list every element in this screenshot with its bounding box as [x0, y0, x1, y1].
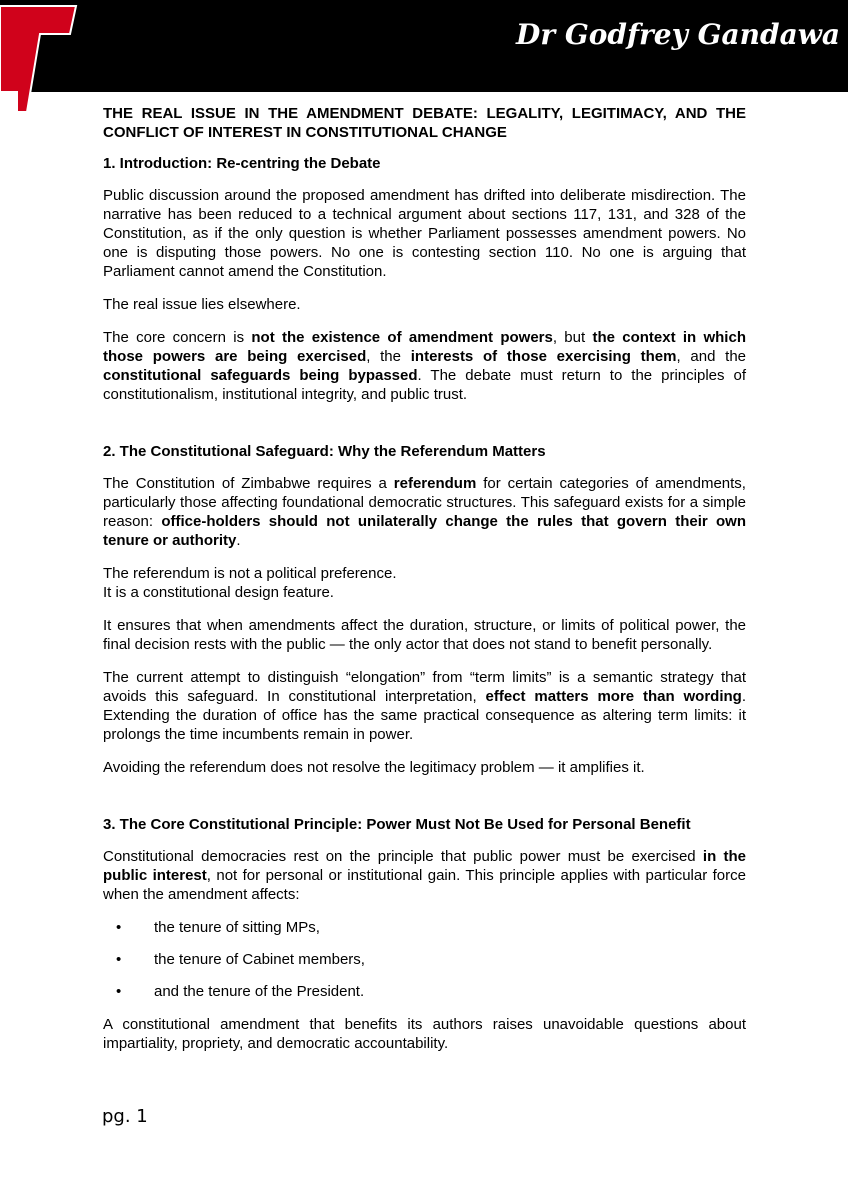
document-body	[103, 104, 746, 1067]
section-3-paragraph-1: Constitutional democracies rest on the principle that public power must be exercised in the public interest, not for personal or institutional gain. This principle applies with particular force when the amendment affects:	[103, 848, 746, 903]
section-1-paragraph-2: The real issue lies elsewhere.	[103, 296, 301, 313]
bullet-icon: •	[116, 919, 122, 936]
section-3-paragraph-2: A constitutional amendment that benefits its authors raises unavoidable questions about impartiality, propriety, and democratic accountability.	[103, 1016, 746, 1052]
section-2-paragraph-5: Avoiding the referendum does not resolve the legitimacy problem — it amplifies it.	[103, 759, 645, 776]
list-item: • the tenure of sitting MPs,	[116, 919, 320, 936]
brand-logo-icon	[0, 0, 80, 112]
author-signature: Dr Godfrey Gandawa	[516, 18, 840, 51]
section-1-paragraph-1: Public discussion around the proposed amendment has drifted into deliberate misdirection. The narrative has been reduced to a technical argument about sections 117, 131, and 328 of the Constitution, as if the only question is whether Parliament possesses amendment powers. No one is disputing those powers. No one is contesting section 110. No one is arguing that Parliament cannot amend the Constitution.	[103, 187, 746, 280]
page-number: pg. 1	[102, 1106, 148, 1127]
section-2-heading: 2. The Constitutional Safeguard: Why the Referendum Matters	[103, 443, 546, 460]
document-title: THE REAL ISSUE IN THE AMENDMENT DEBATE: LEGALITY, LEGITIMACY, AND THE CONFLICT OF INTEREST IN CONSTITUTIONAL CHANGE	[103, 105, 746, 141]
section-2-paragraph-4: The current attempt to distinguish “elongation” from “term limits” is a semantic strategy that avoids this safeguard. In constitutional interpretation, effect matters more than wording. Extending the duration of office has the same practical consequence as altering term limits: it prolongs the time incumbents remain in power.	[103, 669, 747, 743]
section-3-heading: 3. The Core Constitutional Principle: Power Must Not Be Used for Personal Benefit	[103, 816, 691, 833]
list-item: • the tenure of Cabinet members,	[116, 951, 365, 968]
tenure-list	[103, 918, 746, 1001]
section-1-heading: 1. Introduction: Re-centring the Debate	[103, 155, 381, 172]
section-2-paragraph-2: The referendum is not a political preference. It is a constitutional design feature.	[103, 565, 397, 601]
bullet-icon: •	[116, 983, 122, 1000]
page-header	[0, 0, 848, 92]
bullet-icon: •	[116, 951, 122, 968]
section-2-paragraph-3: It ensures that when amendments affect the duration, structure, or limits of political power, the final decision rests with the public — the only actor that does not stand to benefit personally.	[103, 617, 746, 653]
section-2-paragraph-1: The Constitution of Zimbabwe requires a referendum for certain categories of amendments, particularly those affecting foundational democratic structures. This safeguard exists for a simple reason: office-holders should not unilaterally change the rules that govern their own tenure or authority.	[103, 475, 746, 549]
list-item: • and the tenure of the President.	[116, 983, 365, 1000]
section-1-paragraph-3: The core concern is not the existence of amendment powers, but the context in which those powers are being exercised, the interests of those exercising them, and the constitutional safeguards being bypassed. The debate must return to the principles of constitutionalism, institutional integrity, and public trust.	[103, 329, 747, 403]
